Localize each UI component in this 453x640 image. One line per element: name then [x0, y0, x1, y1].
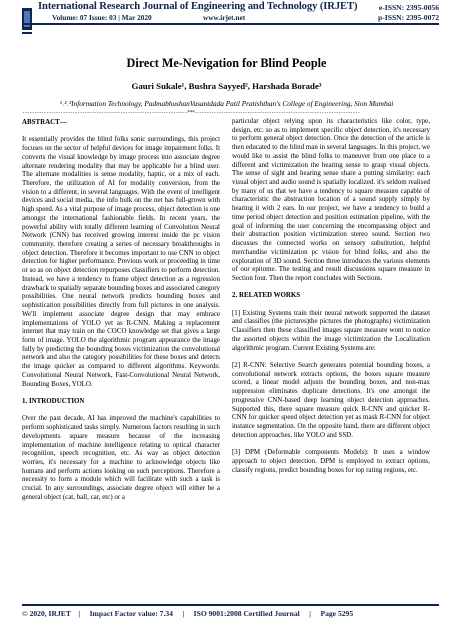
introduction-continued: particular object relying upon its characteristics like color, type, design, etc. so as to implement specific object detection, it's necessary to perform general object detection. Once the detection of the article is then educated to the blind man in several languages. In this project, we would like to assist the blind folks to maneuver from one place to a different and victimization the hearing sense to grasp visual objects. The sense of sight and hearing sense share a putting similarity: each visual object and audio sound is spatially localized. it's seldom realised by many of us that we have a tendency to square measure capable of characteristic the abstraction location of a sound supply simply by hearing it with 2 ears. In our project, we have a tendency to build a time period object detection and position estimation pipeline, with the goal of informing the user concerning the encompassing object and their abstraction position victimization stereo sound. Section two discusses the connected works on sensory substitution, helpful merchandise victimization pc vision for blind folks, and also the exploration of 3D sound. Section three introduces the various elements of our epitome. The testing and result discussions square measure in Section four. Then the report concludes with Sections. [232, 117, 430, 282]
related-works-heading: 2. RELATED WORKS [232, 291, 301, 300]
e-issn: e-ISSN: 2395-0056 [378, 3, 439, 12]
authors: Gauri Sukale¹, Bushra Sayyed², Harshada Borade³ [131, 81, 322, 91]
footer-divider: | [174, 609, 192, 618]
volume-issue: Volume: 07 Issue: 03 | Mar 2020 [52, 13, 152, 22]
footer-divider: | [72, 609, 88, 618]
page-footer [22, 609, 439, 618]
footer-page-number: Page 5295 [320, 609, 354, 618]
footer-rule [22, 604, 439, 606]
p-issn: p-ISSN: 2395-0072 [378, 13, 439, 22]
footer-iso: ISO 9001:2008 Certified Journal [193, 609, 300, 618]
left-column [22, 118, 220, 510]
paper-title: Direct Me-Nevigation for Blind People [126, 56, 327, 70]
related-work-2: [2] R-CNN: Selective Search generates potential bounding boxes, a convolutional network extracts options, the boxes square measure scored, a linear model adjusts the bounding boxes, and non-max suppression eliminates duplicate detections. It's one amongst the progressive CNN-based deep learning object detection approaches. Supported this, there square measure quick R-CNN and quicker R-CNN for quicker speed object detection yet as mask R-CNN for object instance segmentation. On the opposite hand, there are different object detection approaches, like YOLO and SSD. [232, 361, 430, 439]
footer-divider: | [301, 609, 319, 618]
journal-website[interactable]: www.irjet.net [203, 13, 246, 22]
journal-header [0, 0, 453, 48]
footer-impact-factor: Impact Factor value: 7.34 [89, 609, 173, 618]
irjet-logo [22, 8, 47, 48]
related-work-1: [1] Existing Systems train their neural network supported the dataset and classifies (the pictures)the pictures the photographs) victimization Classifiers then these classified images square measure wont to notice the assorted objects within the image victimization the Localization algorithmic program. Current Existing Systems are: [232, 308, 430, 352]
footer-copyright: © 2020, IRJET [22, 609, 71, 618]
header-rule [22, 23, 439, 25]
related-work-3: [3] DPM (Deformable components Models): It uses a window approach to object detection. DPM is employed to extract options, classify regions, predict bounding boxes for top rating regions, etc. [232, 448, 430, 474]
separator-line: ---------------------------------------------------------------------***--------------------------------------------------------------------- [22, 110, 360, 116]
introduction-text: Over the past decade, AI has improved the machine's capabilities to perform sophisticated tasks simply. Numerous factors resulting in such developments square measure because of the increasing implementation of machine intelligence relating to optical character recognition, speech recognition, etc. As way as object detection worries, it's necessary for a machine to acknowledge objects like humans and perform actions looking on such perceptions. Therefore a necessity to form a module which will facilitate with such a task is crucial. In any surroundings, associate degree object will either be a general object (cat, ball, car, etc) or a [22, 414, 220, 501]
abstract-text: It essentially provides the blind folks sonic surroundings, this project focuses on the sector of helpful devices for image impairment folks. It converts the visual knowledge by image process into associate degree alternate rendering modality that may be applicable for a blind user. The alternate modalities is sense modality, haptic, or a mix of each. Therefore, the utilization of AI for modality conversion, from the vision to a different, in several languages. With the event of intelligent devices and social media, the info bulk on the net has full-grown with high speed. As a vital purpose of image process, object detection is one amongst the international fashionable fields. In recent years, the powerful ability with totally different learning of Convolution Neural Network (CNN) has received growing interest inside the pc vision community, therefore creating a series of necessary breakthroughs in object detection. Therefore it becomes important to use CNN to object detection for higher performance. Previous work or proceeding in time or so as on object detection repurposes classifiers to perform detection. Instead, we have a tendency to frame object detection as a regression drawback to spatially separate bounding boxes and associated category possibilities. One neural network predicts bounding boxes and sophistication possibilities directly from full pictures in one analysis. We'll implement associate degree design that may embrace implementations of YOLO yet as R-CNN. Making a replacement internet that may train on the COCO knowledge set that gives a large form of image. YOLO the algorithmic program appearance the image fully by predicting the bounding boxes victimization the convolutional network and also the category possibilities for these boxes and detects the image quicker as compared to different algorithms. Keywords: Convolutional Neural Network, Fast-Convolutional Neural Network, Bounding Boxes, YOLO. [22, 135, 220, 388]
journal-title: International Research Journal of Engineering and Technology (IRJET) [38, 1, 358, 12]
abstract-heading: ABSTRACT— [22, 118, 67, 126]
right-column [232, 117, 430, 483]
affiliation: ¹˒²˒³Information Technology, PadmabhushanVasantdada Patil Pratishthan's College of Engineering, Sion Mumbai [59, 99, 394, 108]
introduction-heading: 1. INTRODUCTION [22, 396, 85, 405]
